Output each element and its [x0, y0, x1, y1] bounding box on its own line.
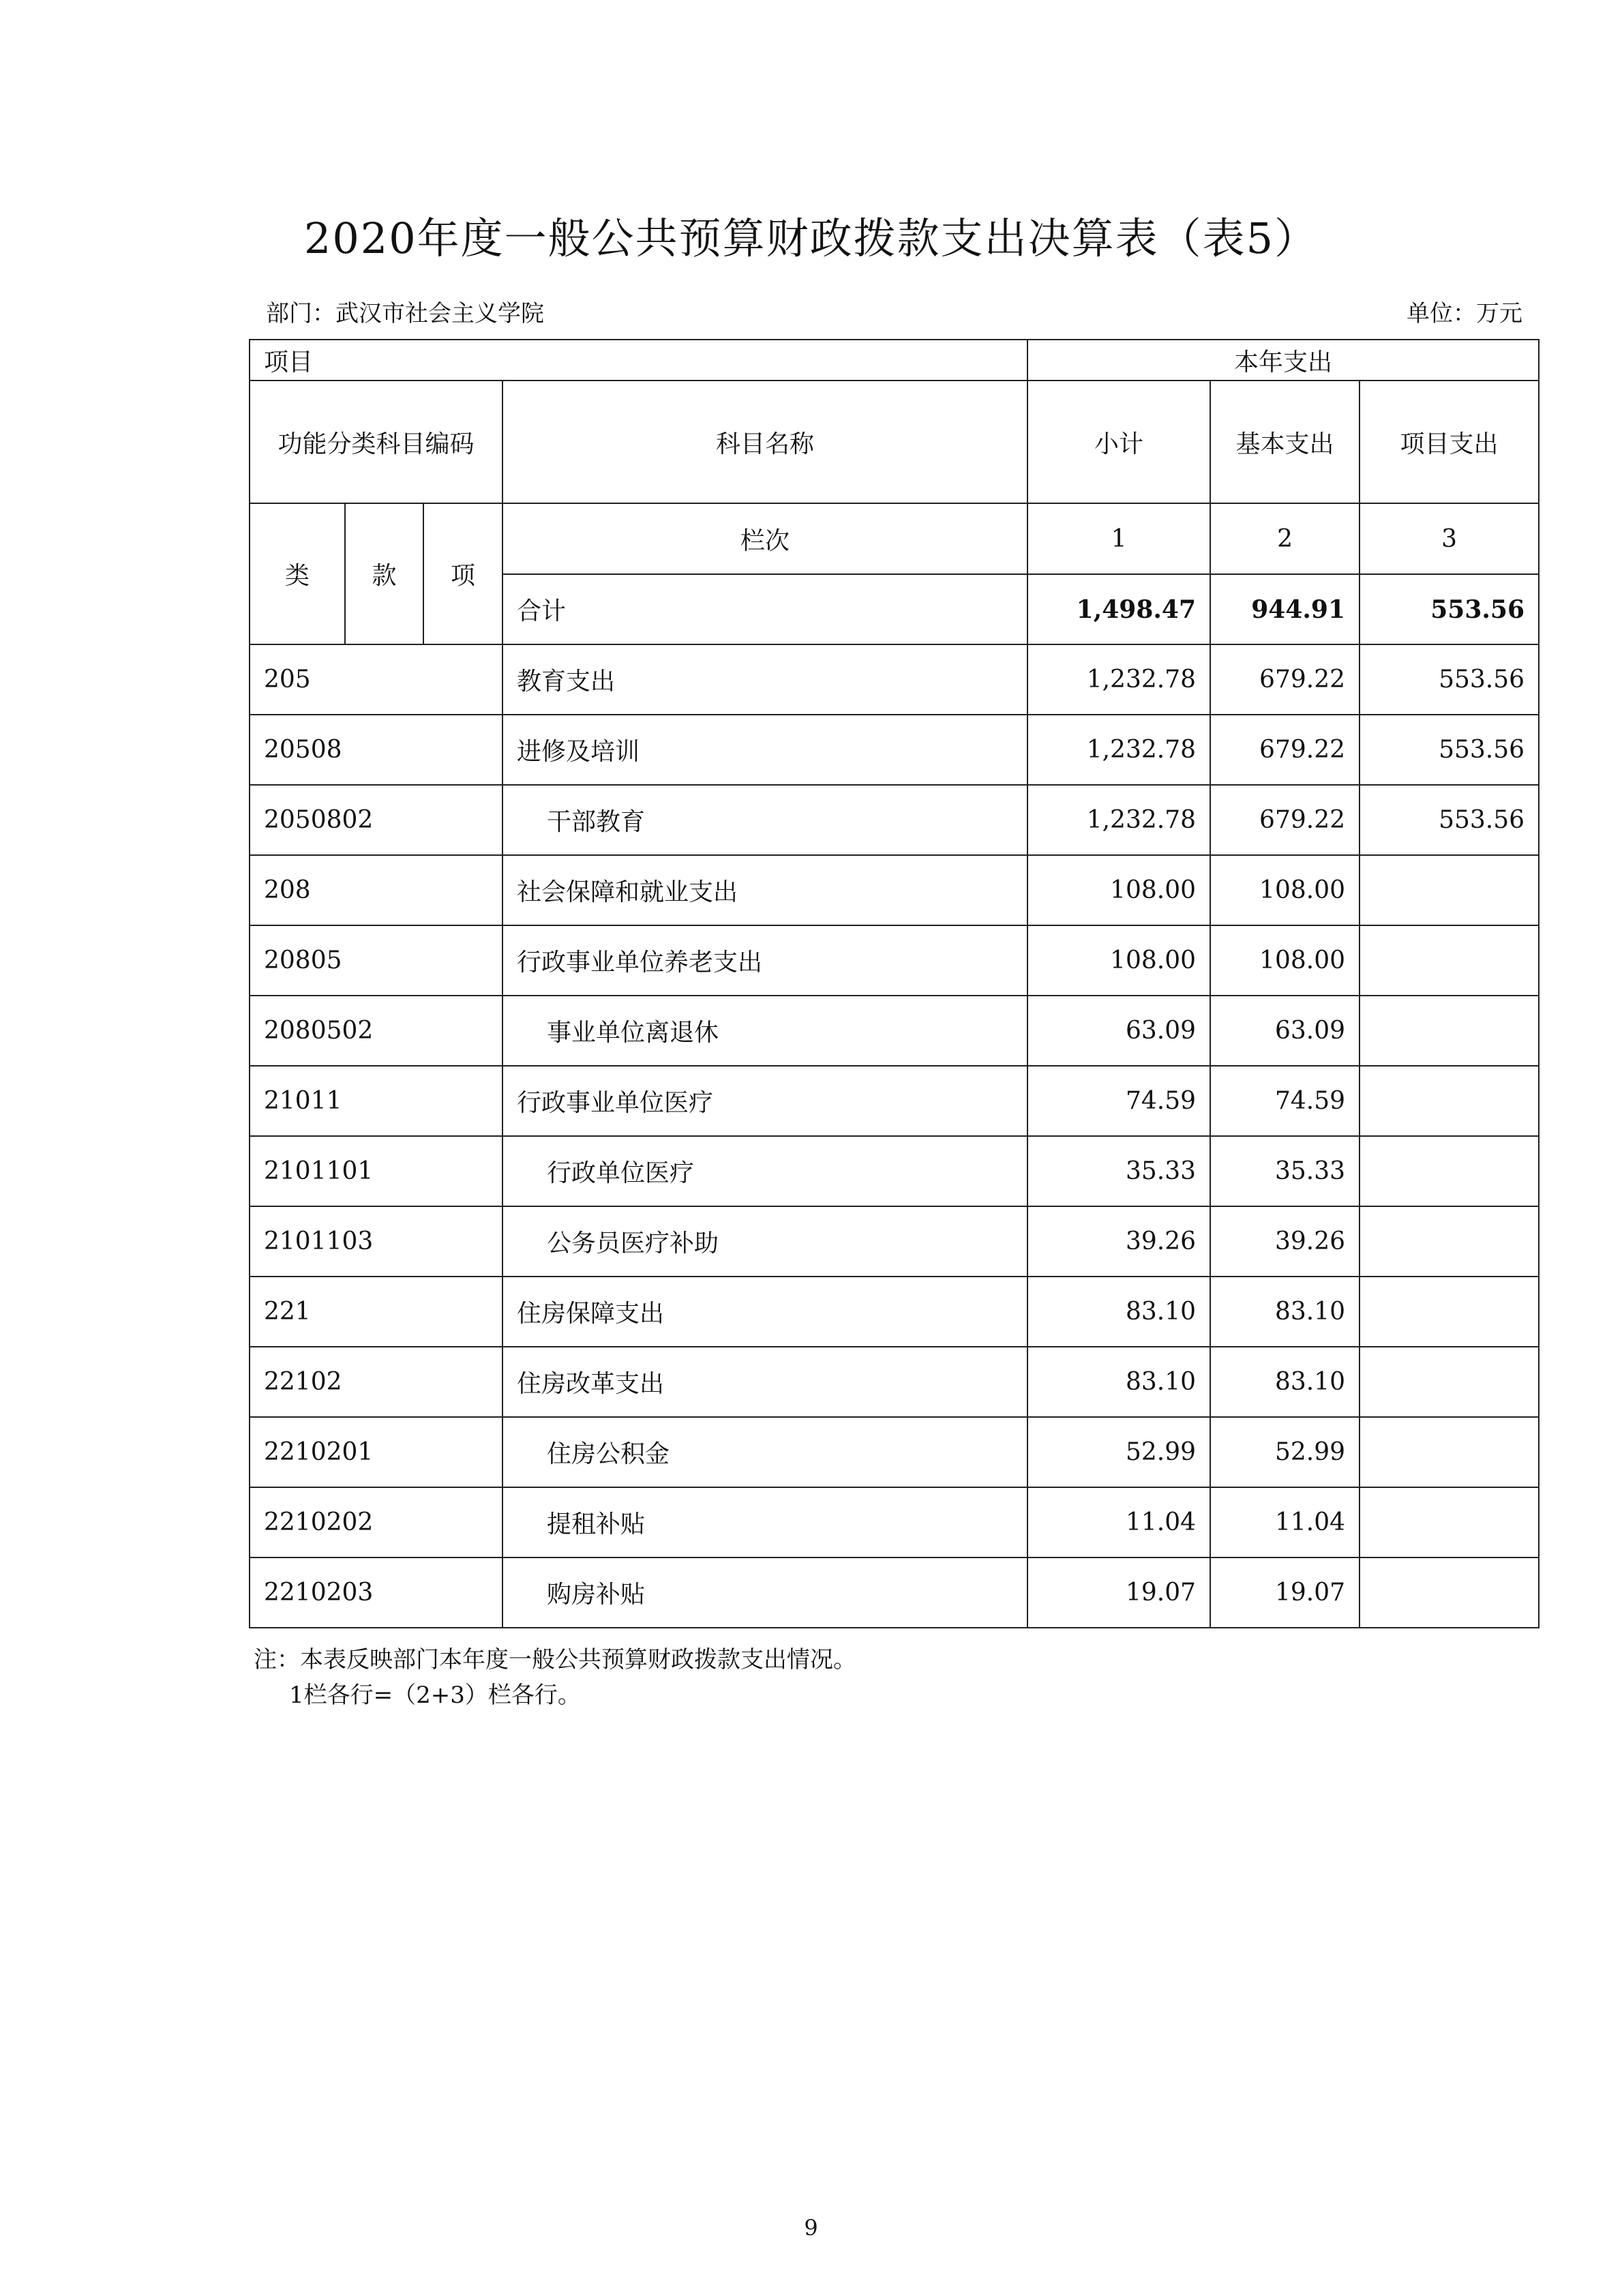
header-col1: 1	[1027, 503, 1210, 574]
header-basic: 基本支出	[1210, 381, 1360, 503]
row-code: 2101101	[250, 1136, 502, 1206]
row-basic: 35.33	[1210, 1136, 1360, 1206]
row-code: 2210203	[250, 1557, 502, 1628]
page-title: 2020年度一般公共预算财政拨款支出决算表（表5）	[303, 213, 1319, 263]
total-basic: 944.91	[1210, 574, 1360, 644]
row-subtotal: 35.33	[1027, 1136, 1210, 1206]
row-basic: 11.04	[1210, 1487, 1360, 1557]
unit-label: 单位：万元	[1407, 300, 1522, 327]
row-project	[1360, 996, 1539, 1066]
table-row	[250, 644, 1539, 715]
header-lei: 类	[250, 503, 345, 644]
row-code: 22102	[250, 1347, 502, 1417]
table-row	[250, 996, 1539, 1066]
row-code: 208	[250, 855, 502, 925]
notes	[254, 1642, 856, 1713]
table-row	[250, 855, 1539, 925]
row-code: 205	[250, 644, 502, 715]
table-row	[250, 1417, 1539, 1487]
row-code: 20508	[250, 715, 502, 785]
row-subtotal: 74.59	[1027, 1066, 1210, 1136]
header-subject-name: 科目名称	[502, 381, 1027, 503]
row-basic: 39.26	[1210, 1206, 1360, 1277]
row-basic: 83.10	[1210, 1347, 1360, 1417]
row-code: 2101103	[250, 1206, 502, 1277]
row-project	[1360, 1487, 1539, 1557]
row-name: 公务员医疗补助	[502, 1206, 1027, 1277]
row-subtotal: 108.00	[1027, 855, 1210, 925]
total-label: 合计	[502, 574, 1027, 644]
table-row	[250, 1557, 1539, 1628]
table-row	[250, 925, 1539, 996]
row-name: 提租补贴	[502, 1487, 1027, 1557]
header-kuan: 款	[345, 503, 423, 644]
row-subtotal: 1,232.78	[1027, 644, 1210, 715]
row-code: 20805	[250, 925, 502, 996]
row-basic: 108.00	[1210, 855, 1360, 925]
row-code: 2050802	[250, 785, 502, 855]
row-name: 事业单位离退休	[502, 996, 1027, 1066]
note-line-2: 1栏各行=（2+3）栏各行。	[289, 1682, 581, 1709]
table-row	[250, 1206, 1539, 1277]
row-basic: 63.09	[1210, 996, 1360, 1066]
row-project	[1360, 1417, 1539, 1487]
row-project	[1360, 1206, 1539, 1277]
row-name: 住房公积金	[502, 1417, 1027, 1487]
row-project	[1360, 925, 1539, 996]
row-basic: 108.00	[1210, 925, 1360, 996]
row-name: 进修及培训	[502, 715, 1027, 785]
row-project	[1360, 1557, 1539, 1628]
header-project: 项目	[250, 340, 1027, 381]
header-col2: 2	[1210, 503, 1360, 574]
row-basic: 679.22	[1210, 785, 1360, 855]
row-project: 553.56	[1360, 785, 1539, 855]
header-subtotal: 小计	[1027, 381, 1210, 503]
row-subtotal: 83.10	[1027, 1347, 1210, 1417]
row-subtotal: 63.09	[1027, 996, 1210, 1066]
row-subtotal: 11.04	[1027, 1487, 1210, 1557]
header-annual-expense: 本年支出	[1027, 340, 1539, 381]
table-row	[250, 715, 1539, 785]
row-code: 221	[250, 1277, 502, 1347]
row-subtotal: 39.26	[1027, 1206, 1210, 1277]
row-project	[1360, 1136, 1539, 1206]
expense-table	[249, 339, 1540, 1628]
table-row	[250, 1277, 1539, 1347]
row-project	[1360, 1066, 1539, 1136]
row-code: 2210201	[250, 1417, 502, 1487]
department-label: 部门：武汉市社会主义学院	[266, 300, 544, 327]
row-basic: 679.22	[1210, 644, 1360, 715]
row-name: 购房补贴	[502, 1557, 1027, 1628]
note-line-1: 注：本表反映部门本年度一般公共预算财政拨款支出情况。	[254, 1646, 856, 1673]
row-project	[1360, 855, 1539, 925]
table-row	[250, 1136, 1539, 1206]
row-basic: 83.10	[1210, 1277, 1360, 1347]
row-basic: 52.99	[1210, 1417, 1360, 1487]
row-project: 553.56	[1360, 644, 1539, 715]
header-col3: 3	[1360, 503, 1539, 574]
row-project	[1360, 1277, 1539, 1347]
table-row	[250, 1487, 1539, 1557]
total-subtotal: 1,498.47	[1027, 574, 1210, 644]
row-subtotal: 83.10	[1027, 1277, 1210, 1347]
row-project	[1360, 1347, 1539, 1417]
row-name: 教育支出	[502, 644, 1027, 715]
row-name: 社会保障和就业支出	[502, 855, 1027, 925]
row-code: 2080502	[250, 996, 502, 1066]
row-name: 住房改革支出	[502, 1347, 1027, 1417]
header-func-code: 功能分类科目编码	[250, 381, 502, 503]
header-xiang: 项	[423, 503, 502, 644]
row-name: 干部教育	[502, 785, 1027, 855]
row-basic: 19.07	[1210, 1557, 1360, 1628]
row-name: 行政事业单位养老支出	[502, 925, 1027, 996]
header-column-order: 栏次	[502, 503, 1027, 574]
row-subtotal: 108.00	[1027, 925, 1210, 996]
row-code: 21011	[250, 1066, 502, 1136]
table-row	[250, 785, 1539, 855]
row-subtotal: 19.07	[1027, 1557, 1210, 1628]
total-project: 553.56	[1360, 574, 1539, 644]
header-project-expense: 项目支出	[1360, 381, 1539, 503]
table-row	[250, 1347, 1539, 1417]
row-code: 2210202	[250, 1487, 502, 1557]
row-subtotal: 52.99	[1027, 1417, 1210, 1487]
row-subtotal: 1,232.78	[1027, 715, 1210, 785]
row-basic: 74.59	[1210, 1066, 1360, 1136]
page-number: 9	[804, 2215, 818, 2241]
row-basic: 679.22	[1210, 715, 1360, 785]
row-name: 住房保障支出	[502, 1277, 1027, 1347]
row-subtotal: 1,232.78	[1027, 785, 1210, 855]
table-row	[250, 1066, 1539, 1136]
row-project: 553.56	[1360, 715, 1539, 785]
row-name: 行政单位医疗	[502, 1136, 1027, 1206]
row-name: 行政事业单位医疗	[502, 1066, 1027, 1136]
